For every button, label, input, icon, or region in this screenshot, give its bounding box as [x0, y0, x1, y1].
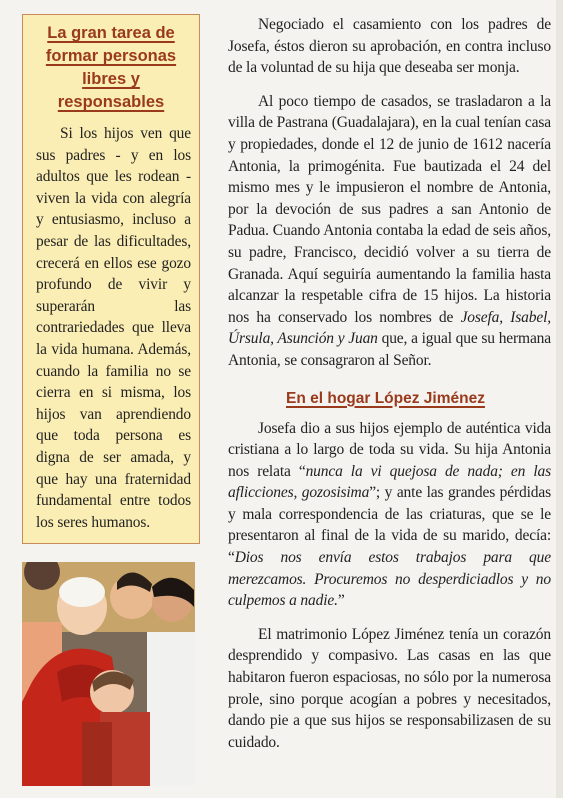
sidebar-title: La gran tarea de formar personas libres y responsables — [45, 24, 177, 111]
page-edge — [556, 0, 563, 798]
paragraph-2-names: Josefa, Isabel, Úrsula, Asunción y Juan — [228, 308, 551, 348]
paragraph-2: Al poco tiempo de casados, se trasladaron a la villa de Pastrana (Guadalajara), en la cual tenían casa y propiedades, donde el 12 de junio de 1612 nacería Antonia, la primogénita. Fue bautizada el 24 del mismo mes y le impusieron el nombre de Antonia, por la devoción de sus padres a san Antonio de Padua. Cuando Antonia contaba la edad de seis años, su padre, Francisco, decidió volver a su tierra de Granada. Aquí seguiría aumentando la familia hasta alcanzar la respetable cifra de 15 hijos. La historia nos ha conservado los nombres de Josefa, Isabel, Úrsula, Asunción y Juan que, a igual que su hermana Antonia, se consagraron al Señor. — [228, 92, 552, 369]
paragraph-3: Josefa dio a sus hijos ejemplo de auténtica vida cristiana a lo largo de toda su vida. Su hija Antonia nos relata “nunca la vi quejosa de nada; en las aflicciones, gozosisima”; y ante las grandes pérdidas y mala correspondencia de las criaturas, que se le presentaron al final de la vida de su marido, decía: “Dios nos envía estos trabajos para que merezcamos. Procuremos no desperdiciadlos y no culpemos a nadie.” — [228, 419, 551, 610]
sidebar-box — [22, 14, 200, 544]
paragraph-1: Negociado el casamiento con los padres de Josefa, éstos dieron su aprobación, en contra incluso de la voluntad de su hija que deseaba ser monja. — [228, 16, 551, 77]
quote-1: nunca la vi quejosa de nada; en las aflicciones, gozosisima — [228, 462, 551, 502]
sidebar-text: Si los hijos ven que sus padres - y en los adultos que les rodean -viven la vida con alegría y entusiasmo, incluso a pesar de las dificultades, crecerá en ellos ese gozo profundo de vivir y superarán las contrariedades que lleva la vida humana. Además, cuando la familia no se cierra en si misma, los hijos van aprendiendo que toda persona es digna de ser amada, y que hay una fraternidad fundamental entre todos los seres humanos. — [36, 125, 191, 531]
main-column — [228, 14, 551, 765]
section-heading: En el hogar López Jiménez — [286, 389, 485, 407]
paragraph-4: El matrimonio López Jiménez tenía un corazón desprendido y compasivo. Las casas en las que habitaron fueron espaciosas, no sólo por la numerosa prole, sino porque acogían a pobres y necesitados, dando pie a que sus hijos se responsabilizasen de su cuidado. — [228, 625, 551, 751]
photo-illustration — [22, 562, 195, 786]
photo-pope-with-children — [22, 562, 195, 786]
quote-2: Dios nos envía estos trabajos para que merezcamos. Procuremos no desperdiciadlos y no culpemos a nadie. — [228, 549, 551, 610]
